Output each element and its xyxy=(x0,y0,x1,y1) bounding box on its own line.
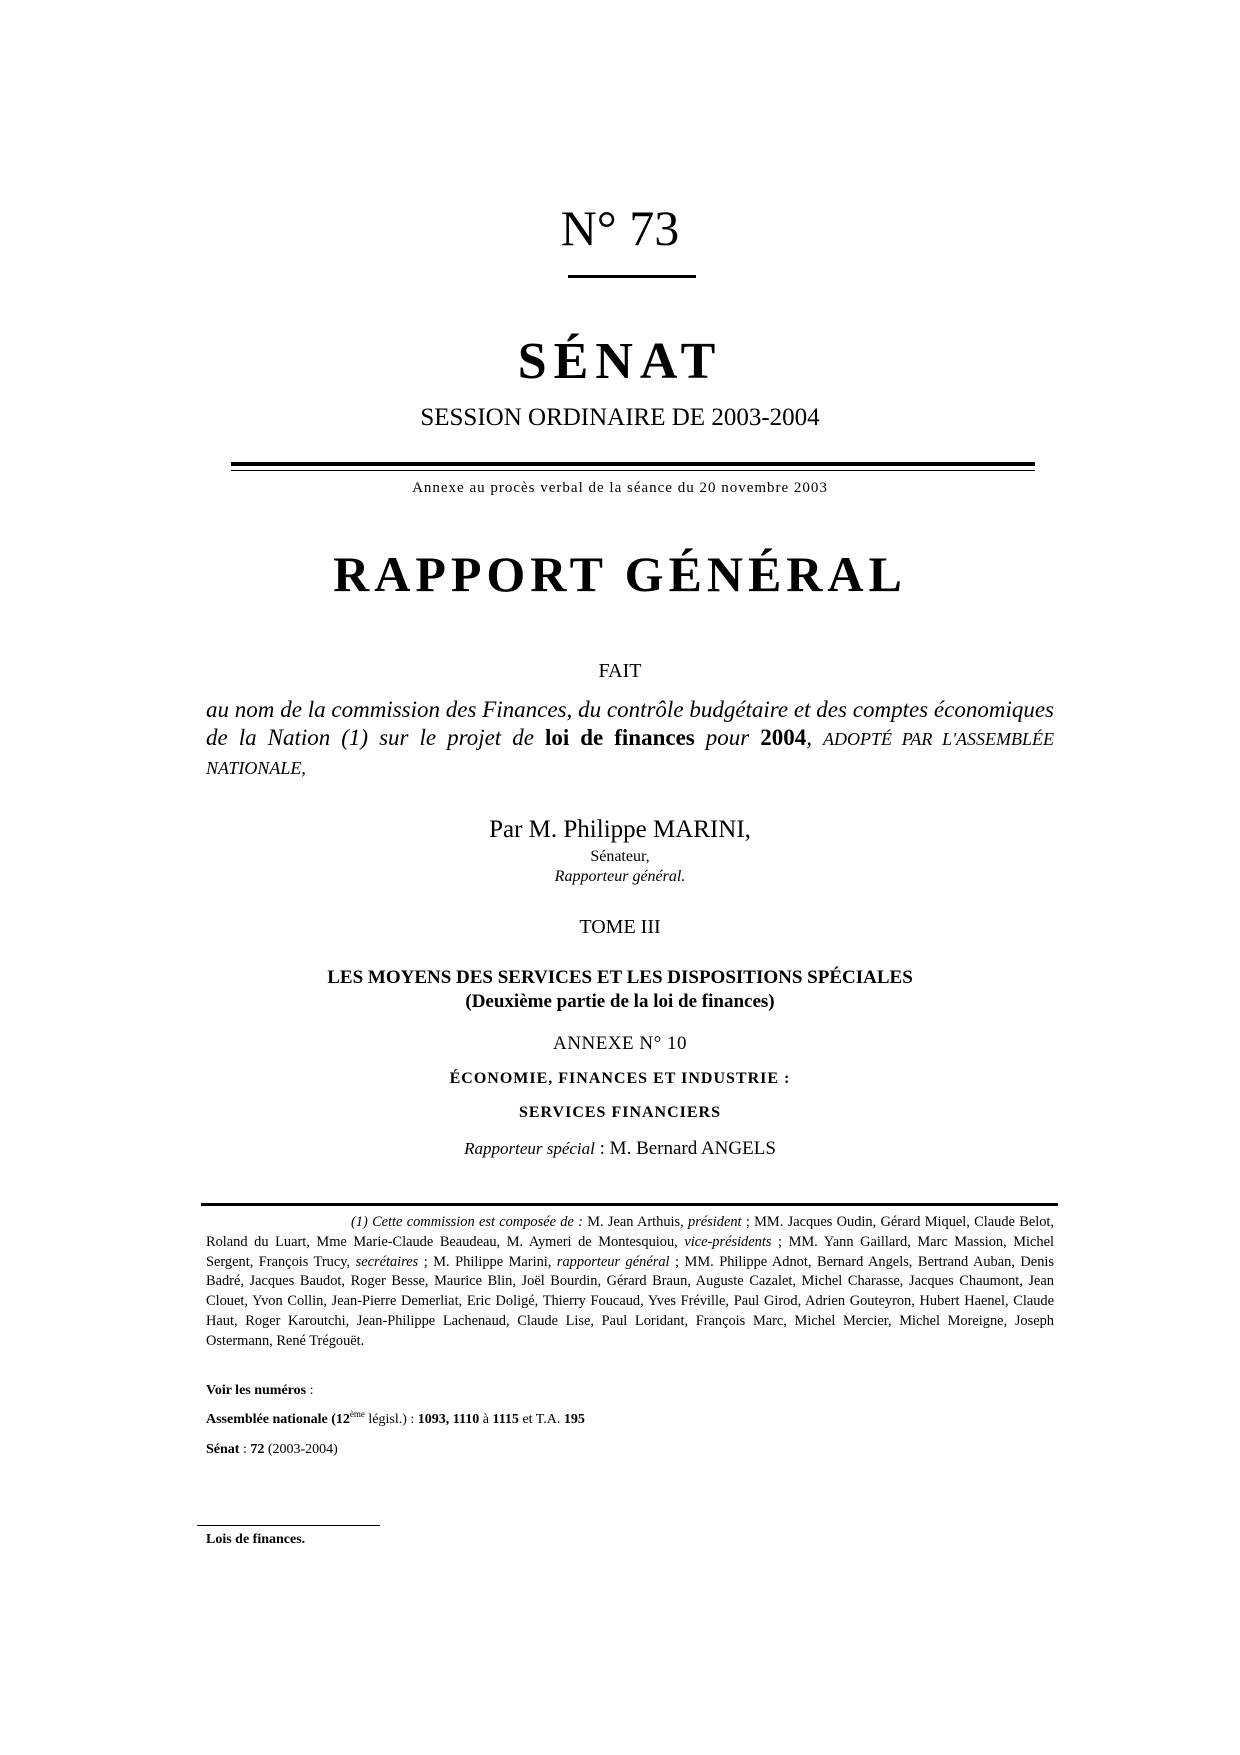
assemblee-number-2: 1110 xyxy=(452,1412,480,1427)
senat-label: Sénat xyxy=(206,1442,240,1457)
assemblee-label: Assemblée nationale xyxy=(206,1412,328,1427)
senat-references: Sénat : 72 (2003-2004) xyxy=(206,1442,338,1457)
assemblee-number-1: 1093 xyxy=(417,1412,446,1427)
author-function: Rapporteur général. xyxy=(554,868,686,885)
session-line: SESSION ORDINAIRE DE 2003-2004 xyxy=(420,404,820,431)
author-name: Par M. Philippe MARINI, xyxy=(489,816,751,843)
commission-text-2: ; MM. Jacques Oudin, Gérard Miquel, Claude Belot, Roland du Luart, Mme Marie-Claude Beaudeau, M. Aymeri de Montesquiou, xyxy=(206,1214,1055,1250)
see-numbers-label: Voir les numéros xyxy=(206,1383,307,1398)
special-rapporteur-name: M. Bernard ANGELS xyxy=(609,1138,776,1159)
commission-role-1: président xyxy=(688,1214,742,1230)
commission-text-3: ; MM. Yann Gaillard, Marc Massion, Michel Sergent, François Trucy, xyxy=(206,1233,1055,1270)
annex-proces-verbal: Annexe au procès verbal de la séance du 20 novembre 2003 xyxy=(412,480,828,496)
special-rapporteur-label: Rapporteur spécial xyxy=(464,1139,595,1158)
section-title: LES MOYENS DES SERVICES ET LES DISPOSITIONS SPÉCIALES xyxy=(327,967,913,988)
service-title: SERVICES FINANCIERS xyxy=(518,1104,722,1121)
fait-label: FAIT xyxy=(598,660,642,682)
commission-text-4: ; M. Philippe Marini, xyxy=(418,1253,557,1270)
commission-footnote xyxy=(206,1213,1054,1352)
senat-number: 72 xyxy=(250,1442,265,1457)
tome-label: TOME III xyxy=(579,916,661,938)
see-numbers: Voir les numéros : xyxy=(206,1383,314,1398)
assemblee-references: Assemblée nationale (12ème législ.) : 1093, 1110 à 1115 et T.A. 195 xyxy=(206,1409,585,1427)
double-rule-thick xyxy=(231,462,1035,466)
description-adopte: ADOPTÉ PAR L'ASSEMBLÉE NATIONALE, xyxy=(206,729,1055,778)
commission-intro: (1) Cette commission est composée de : xyxy=(351,1214,588,1230)
commission-role-2: vice-présidents xyxy=(684,1233,772,1250)
topic-label: Lois de finances. xyxy=(206,1532,306,1547)
description-text-2: pour xyxy=(694,725,761,750)
commission-role-4: rapporteur général xyxy=(556,1253,670,1270)
assemblee-ta-number: 195 xyxy=(563,1412,585,1427)
description-text-1: au nom de la commission des Finances, du contrôle budgétaire et des comptes économiques de la Nation (1) sur le projet de xyxy=(206,697,1054,750)
ministry-title: ÉCONOMIE, FINANCES ET INDUSTRIE : xyxy=(449,1070,791,1087)
commission-text-1: M. Jean Arthuis, xyxy=(587,1214,688,1230)
description-text-3: , xyxy=(806,725,823,750)
report-title: RAPPORT GÉNÉRAL xyxy=(333,546,907,602)
description-bold-year: 2004 xyxy=(760,725,807,750)
commission-text-5: ; MM. Philippe Adnot, Bernard Angels, Bertrand Auban, Denis Badré, Jacques Baudot, Roger Besse, Maurice Blin, Joël Bourdin, Gérard Braun, Auguste Cazalet, Michel Charasse, Jacques Chaumont, Jean Clouet, Yvon Collin, Jean-Pierre Demerliat, Eric Doligé, Thierry Foucaud, Yves Fréville, Paul Girod, Adrien Gouteyron, Hubert Haenel, Claude Haut, Roger Karoutchi, Jean-Philippe Lachenaud, Claude Lise, Paul Loridant, François Marc, Michel Mercier, Michel Moreigne, Joseph Ostermann, René Trégouët. xyxy=(206,1253,1054,1349)
report-description xyxy=(206,696,1054,782)
special-rapporteur xyxy=(0,1137,1240,1161)
assemblee-number-3: 1115 xyxy=(492,1412,519,1427)
report-number: N° 73 xyxy=(560,200,680,256)
double-rule-thin xyxy=(231,470,1035,471)
description-bold-loi: loi de finances xyxy=(544,725,695,750)
senat-year: (2003-2004) xyxy=(264,1442,338,1457)
legislature-number: 12 xyxy=(335,1412,350,1427)
number-underline xyxy=(568,275,696,278)
footnote-rule xyxy=(201,1203,1058,1206)
commission-role-3: secrétaires xyxy=(355,1253,419,1270)
author-role: Sénateur, xyxy=(590,848,650,865)
annexe-number: ANNEXE N° 10 xyxy=(553,1033,687,1054)
institution-title: SÉNAT xyxy=(517,333,723,390)
topic-rule xyxy=(197,1525,380,1526)
special-rapporteur-sep: : xyxy=(594,1138,610,1159)
section-subtitle: (Deuxième partie de la loi de finances) xyxy=(465,991,775,1012)
